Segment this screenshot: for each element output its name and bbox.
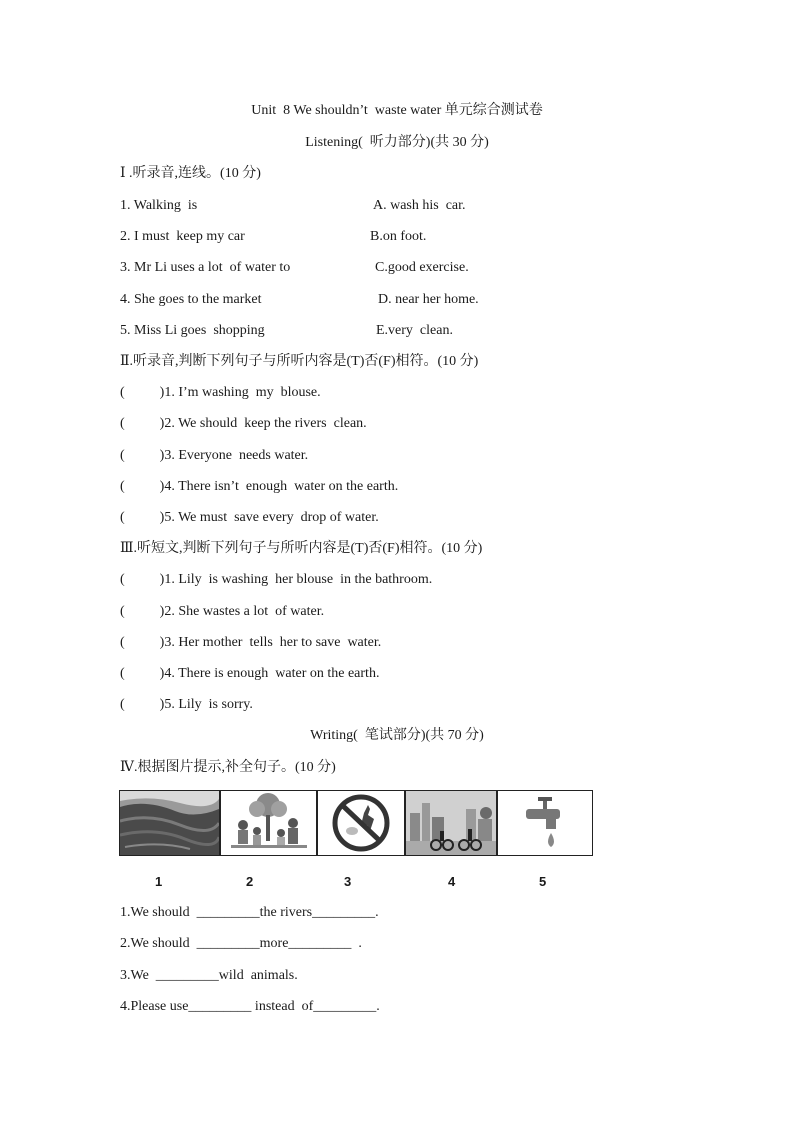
section1-left-item: 5. Miss Li goes shopping (120, 323, 265, 338)
section3-item: ( )5. Lily is sorry. (120, 697, 253, 712)
section1-right-item: B.on foot. (370, 229, 427, 244)
fill-sentence: 2.We should _________more_________ . (120, 936, 362, 951)
picture-strip (119, 790, 593, 856)
section3-item: ( )4. There is enough water on the earth. (120, 666, 380, 681)
city-cyclists-picture (405, 790, 497, 856)
no-hunting-sign-picture (317, 790, 405, 856)
dripping-tap-picture (497, 790, 593, 856)
fill-sentence: 1.We should _________the rivers_________. (120, 905, 379, 920)
picture-number: 3 (344, 874, 352, 889)
section3-item: ( )3. Her mother tells her to save water. (120, 635, 382, 650)
section1-heading: Ⅰ .听录音,连线。(10 分) (120, 166, 261, 181)
section2-item: ( )1. I’m washing my blouse. (120, 385, 321, 400)
section3-item: ( )2. She wastes a lot of water. (120, 604, 325, 619)
section3-item: ( )1. Lily is washing her blouse in the bathroom. (120, 572, 433, 587)
fill-sentence: 3.We _________wild animals. (120, 968, 298, 983)
listening-header: Listening( 听力部分)(共 30 分) (305, 135, 489, 150)
fill-sentence: 4.Please use_________ instead of_________. (120, 999, 380, 1014)
section2-item: ( )3. Everyone needs water. (120, 448, 309, 463)
section1-right-item: E.very clean. (376, 323, 453, 338)
section1-right-item: D. near her home. (378, 292, 479, 307)
section1-left-item: 1. Walking is (120, 198, 198, 213)
section2-item: ( )5. We must save every drop of water. (120, 510, 379, 525)
picture-number: 2 (246, 874, 254, 889)
section2-heading: Ⅱ.听录音,判断下列句子与所听内容是(T)否(F)相符。(10 分) (120, 354, 479, 369)
section1-right-item: A. wash his car. (373, 198, 466, 213)
picture-number: 5 (539, 874, 547, 889)
section1-left-item: 4. She goes to the market (120, 292, 262, 307)
page-title: Unit 8 We shouldn’t waste water 单元综合测试卷 (251, 103, 543, 118)
section1-left-item: 2. I must keep my car (120, 229, 245, 244)
writing-header: Writing( 笔试部分)(共 70 分) (310, 728, 484, 743)
section2-item: ( )4. There isn’t enough water on the earth. (120, 479, 399, 494)
section4-heading: Ⅳ.根据图片提示,补全句子。(10 分) (120, 760, 336, 775)
section1-left-item: 3. Mr Li uses a lot of water to (120, 260, 291, 275)
family-tree-picture (220, 790, 317, 856)
section1-right-item: C.good exercise. (375, 260, 469, 275)
section2-item: ( )2. We should keep the rivers clean. (120, 416, 367, 431)
picture-number: 1 (155, 874, 163, 889)
picture-number: 4 (448, 874, 456, 889)
river-picture (119, 790, 220, 856)
section3-heading: Ⅲ.听短文,判断下列句子与所听内容是(T)否(F)相符。(10 分) (120, 541, 483, 556)
